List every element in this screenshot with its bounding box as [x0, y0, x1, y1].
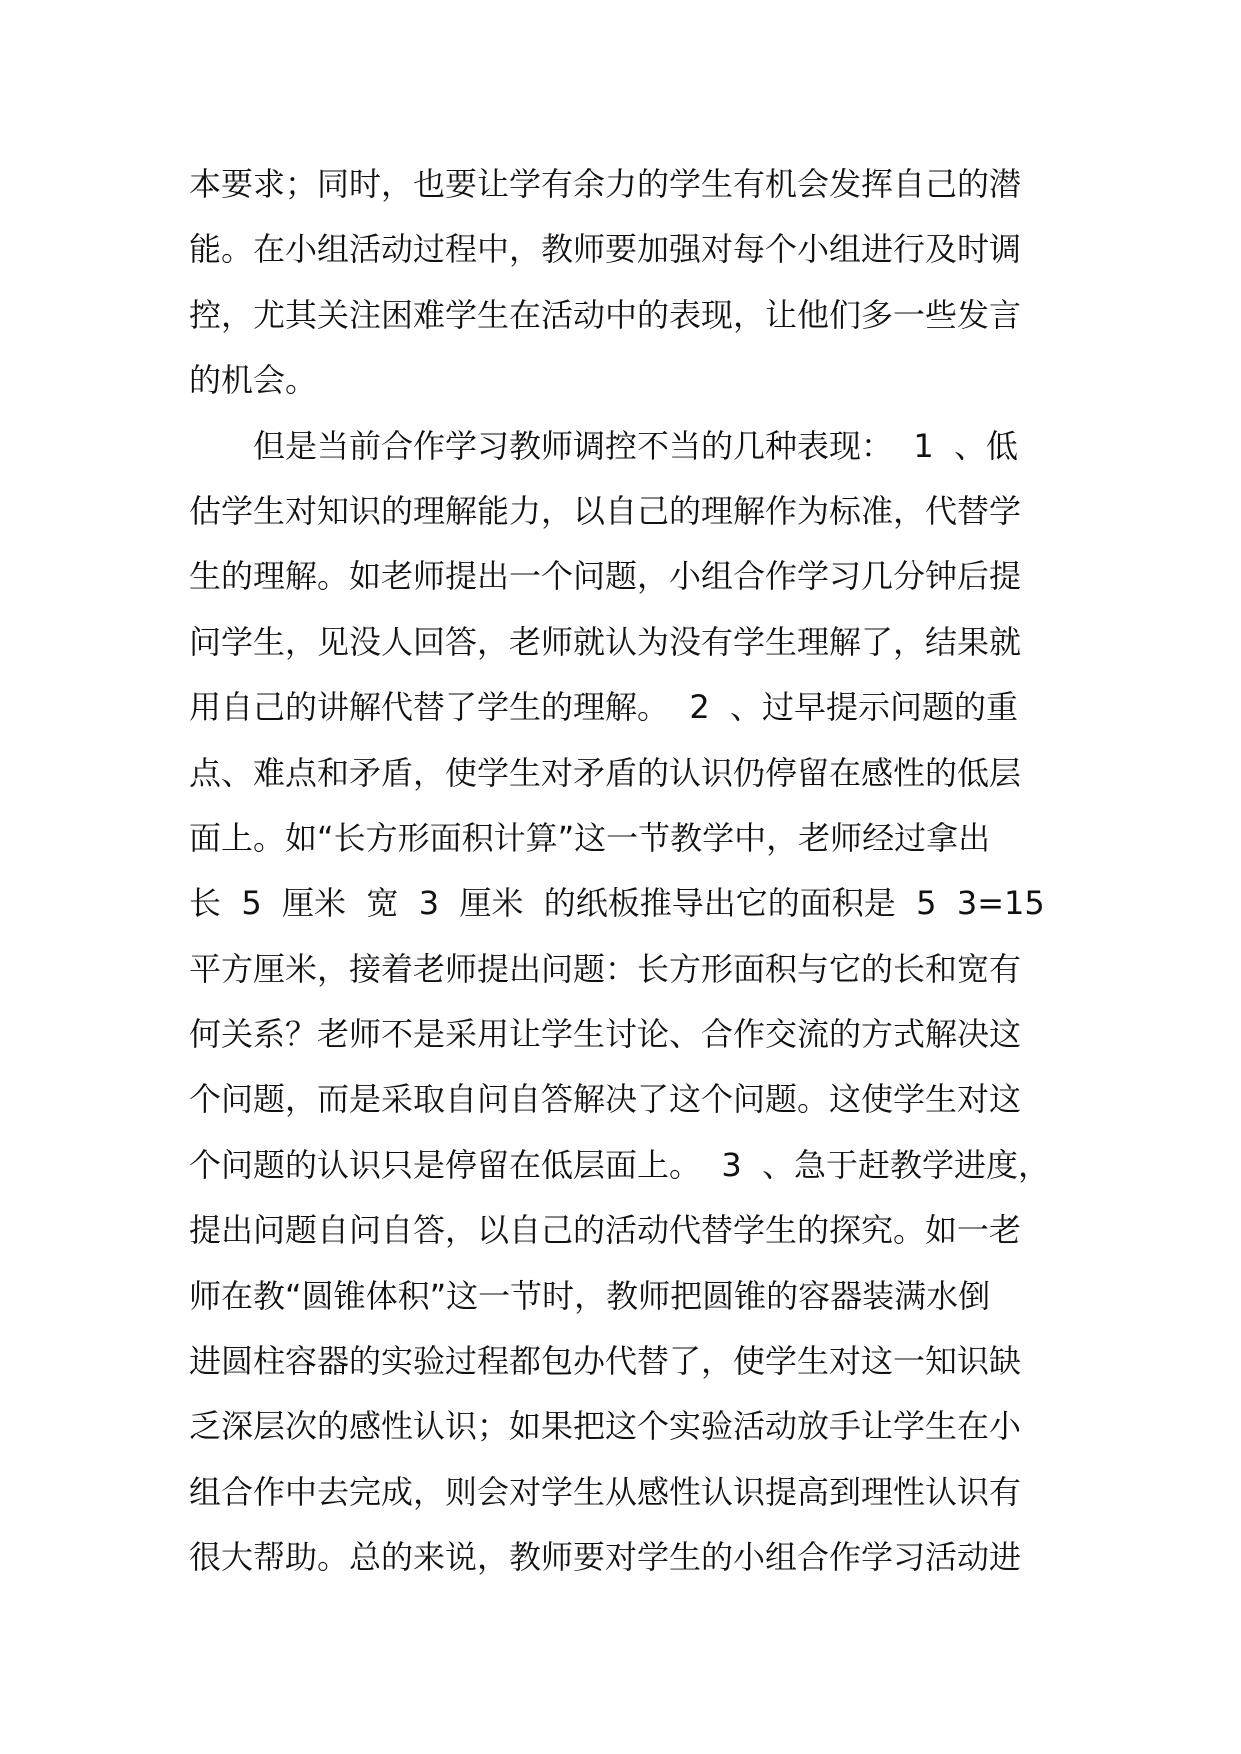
text-line: 平方厘米，接着老师提出问题：长方形面积与它的长和宽有 — [189, 949, 1022, 988]
text-line: 能。在小组活动过程中，教师要加强对每个小组进行及时调 — [189, 230, 1022, 269]
text-line: 乏深层次的感性认识；如果把这个实验活动放手让学生在小 — [189, 1407, 1022, 1446]
text-line: 控，尤其关注困难学生在活动中的表现，让他们多一些发言 — [189, 295, 1022, 334]
text-line: 估学生对知识的理解能力，以自己的理解作为标准，代替学 — [189, 491, 1022, 530]
text-line: 问学生，见没人回答，老师就认为没有学生理解了，结果就 — [189, 622, 1022, 661]
text-line: 用自己的讲解代替了学生的理解。 2 、过早提示问题的重 — [189, 688, 1019, 727]
text-line: 组合作中去完成，则会对学生从感性认识提高到理性认识有 — [189, 1472, 1022, 1511]
text-line: 个问题，而是采取自问自答解决了这个问题。这使学生对这 — [189, 1080, 1022, 1119]
text-line: 的机会。 — [189, 361, 318, 400]
text-line: 生的理解。如老师提出一个问题，小组合作学习几分钟后提 — [189, 557, 1022, 596]
text-line: 点、难点和矛盾，使学生对矛盾的认识仍停留在感性的低层 — [189, 753, 1022, 792]
text-line: 但是当前合作学习教师调控不当的几种表现： 1 、低 — [189, 426, 1019, 465]
text-line: 何关系？老师不是采用让学生讨论、合作交流的方式解决这 — [189, 1015, 1022, 1054]
text-line: 个问题的认识只是停留在低层面上。 3 、急于赶教学进度， — [189, 1145, 1051, 1184]
text-line: 很大帮助。总的来说，教师要对学生的小组合作学习活动进 — [189, 1538, 1022, 1577]
text-line: 长 5 厘米 宽 3 厘米 的纸板推导出它的面积是 5 3=15 — [189, 884, 1045, 923]
text-line: 本要求；同时，也要让学有余力的学生有机会发挥自己的潜 — [189, 165, 1022, 203]
text-line: 提出问题自问自答，以自己的活动代替学生的探究。如一老 — [189, 1211, 1022, 1250]
text-line: 进圆柱容器的实验过程都包办代替了，使学生对这一知识缺 — [189, 1342, 1022, 1381]
text-line: 面上。如“长方形面积计算”这一节教学中，老师经过拿出 — [189, 818, 991, 857]
body-text — [189, 152, 1069, 1591]
text-line: 师在教“圆锥体积”这一节时，教师把圆锥的容器装满水倒 — [189, 1276, 991, 1315]
